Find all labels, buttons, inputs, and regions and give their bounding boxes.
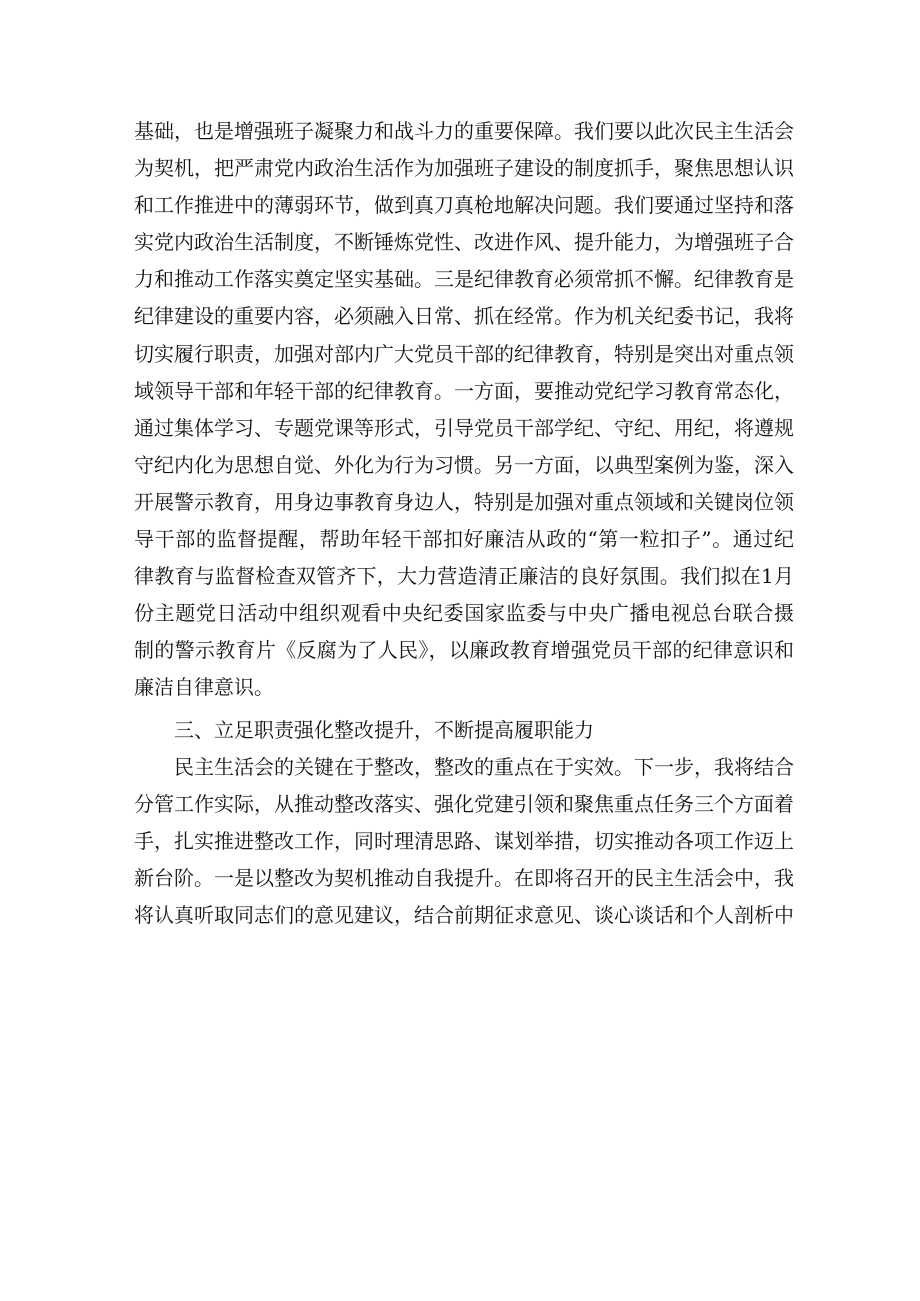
paragraph-line: 手，扎实推进整改工作，同时理清思路、谋划举措，切实推动各项工作迈上: [134, 828, 794, 853]
paragraph-line: 分管工作实际，从推动整改落实、强化党建引领和聚焦重点任务三个方面着: [134, 791, 794, 816]
paragraph-line: 实党内政治生活制度，不断锤炼党性、改进作风、提升能力，为增强班子合: [134, 230, 794, 255]
paragraph-line: 守纪内化为思想自觉、外化为行为习惯。另一方面，以典型案例为鉴，深入: [134, 452, 794, 477]
paragraph: [134, 749, 794, 934]
paragraph-line: 开展警示教育，用身边事教育身边人，特别是加强对重点领域和关键岗位领: [134, 489, 794, 514]
paragraph-line: 和工作推进中的薄弱环节，做到真刀真枪地解决问题。我们要通过坚持和落: [134, 193, 794, 218]
paragraph-line: 为契机，把严肃党内政治生活作为加强班子建设的制度抓手，聚焦思想认识: [134, 156, 794, 181]
document-body: [134, 113, 794, 934]
paragraph: [134, 113, 794, 707]
paragraph-line: 律教育与监督检查双管齐下，大力营造清正廉洁的良好氛围。我们拟在1月: [134, 564, 794, 589]
paragraph-line: 将认真听取同志们的意见建议，结合前期征求意见、谈心谈话和个人剖析中: [134, 902, 794, 927]
paragraph-line: 新台阶。一是以整改为契机推动自我提升。在即将召开的民主生活会中，我: [134, 865, 794, 890]
section-heading: 三、立足职责强化整改提升，不断提高履职能力: [174, 717, 594, 742]
paragraph-line: 力和推动工作落实奠定坚实基础。三是纪律教育必须常抓不懈。纪律教育是: [134, 267, 794, 292]
paragraph-line: 切实履行职责，加强对部内广大党员干部的纪律教育，特别是突出对重点领: [134, 341, 794, 366]
paragraph-line: 域领导干部和年轻干部的纪律教育。一方面，要推动党纪学习教育常态化，: [134, 378, 794, 403]
paragraph-line: 份主题党日活动中组织观看中央纪委国家监委与中央广播电视总台联合摄: [134, 601, 794, 626]
paragraph-line: 民主生活会的关键在于整改，整改的重点在于实效。下一步，我将结合: [174, 754, 794, 779]
paragraph-line: 导干部的监督提醒，帮助年轻干部扣好廉洁从政的“第一粒扣子”。通过纪: [134, 527, 794, 552]
paragraph-line: 基础，也是增强班子凝聚力和战斗力的重要保障。我们要以此次民主生活会: [134, 119, 794, 143]
paragraph-line: 制的警示教育片《反腐为了人民》，以廉政教育增强党员干部的纪律意识和: [134, 638, 794, 663]
paragraph-line: 通过集体学习、专题党课等形式，引导党员干部学纪、守纪、用纪，将遵规: [134, 415, 794, 440]
paragraph-line: 纪律建设的重要内容，必须融入日常、抓在经常。作为机关纪委书记，我将: [134, 304, 794, 329]
paragraph-line: 廉洁自律意识。: [134, 675, 274, 700]
